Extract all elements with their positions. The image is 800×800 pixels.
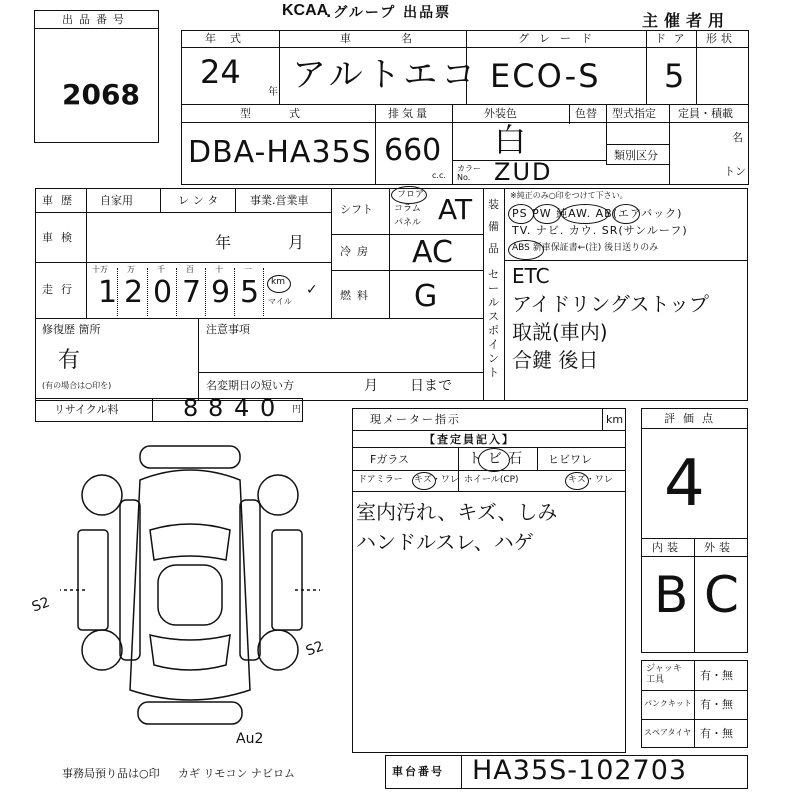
- digit-unit: 一: [244, 265, 252, 274]
- organizer-label: 主催者用: [642, 11, 731, 30]
- color-change-label: 色替: [575, 107, 597, 120]
- ac-label: 冷房: [340, 245, 374, 258]
- puncture-kit-label: パンクキット: [644, 699, 692, 708]
- interior-label: 内装: [652, 541, 682, 554]
- lot-label: 出品番号: [62, 13, 130, 26]
- score-value: 4: [664, 447, 705, 521]
- color-value: 白: [494, 121, 527, 159]
- wheel-kizu-ware: キズ・ワレ: [568, 475, 613, 485]
- capacity-unit-ton: トン: [724, 165, 746, 178]
- year-unit: 年: [268, 87, 278, 98]
- equipment-line1: PS PW 純AW. AB(エアバック): [512, 207, 683, 220]
- type-designation-label: 型式指定: [612, 107, 656, 120]
- km-label: km: [271, 277, 285, 287]
- tobi-ishi-label: トビ石: [468, 451, 528, 467]
- displacement-value: 660: [384, 133, 442, 168]
- grade-label: グレード: [518, 32, 602, 45]
- mirror-kizu-ware: キズ・ワレ: [414, 475, 459, 485]
- mileage-digit: 7: [182, 275, 202, 310]
- displacement-label: 排気量: [388, 107, 430, 120]
- spare-tire-value: 有・無: [700, 727, 733, 740]
- shift-label: シフト: [340, 203, 373, 216]
- color-no-value: ZUD: [494, 158, 553, 186]
- shift-option-floor: フロア: [397, 190, 425, 200]
- mileage-digit: 5: [240, 275, 260, 310]
- rental-option: レンタ: [178, 194, 223, 207]
- pw-circle: [533, 204, 561, 224]
- color-no-label: カラーNo.: [457, 164, 481, 182]
- digit-unit: 十: [215, 265, 223, 274]
- name-label: 車名: [340, 32, 462, 45]
- model-label: 型式: [240, 107, 338, 120]
- mileage-digit: 9: [211, 275, 231, 310]
- jack-label: ジャッキ工具: [646, 664, 682, 685]
- wheel-label: ホイール(CP): [464, 475, 519, 485]
- equipment-line3: ABS 新車保証書←(注) 後日送りのみ: [512, 243, 659, 253]
- grade-value: ECO-S: [490, 57, 601, 95]
- jack-value: 有・無: [700, 669, 733, 682]
- private-use-option: 自家用: [100, 194, 133, 207]
- year-value: 24: [200, 53, 241, 91]
- lot-number: 2068: [62, 78, 140, 111]
- door-label: ドア: [655, 32, 693, 45]
- repair-value: 有: [58, 348, 81, 373]
- tobi-ishi-circle: [478, 448, 510, 472]
- category-label: 類別区分: [614, 149, 658, 162]
- capacity-unit-people: 名: [732, 131, 743, 144]
- capacity-label: 定員・積載: [678, 107, 733, 120]
- year-label: 年式: [205, 32, 255, 45]
- recycle-digit: 8: [208, 394, 224, 422]
- sales-point-item: アイドリングストップ: [512, 292, 709, 316]
- ps-circle: [508, 204, 534, 224]
- mile-label: マイル: [268, 297, 292, 306]
- digit-unit: 千: [157, 265, 165, 274]
- mile-check: ✓: [306, 282, 318, 298]
- ab-circle: [612, 204, 640, 224]
- brand-logo: KCAA: [282, 2, 329, 19]
- damage-mark-right: S2: [303, 638, 326, 660]
- notes-label: 注意事項: [206, 323, 250, 336]
- damage-mark-left: S2: [29, 594, 52, 616]
- inspector-title: 【査定員記入】: [424, 433, 515, 446]
- score-label: 評価点: [664, 412, 721, 425]
- mileage-label: 走行: [42, 283, 80, 296]
- equipment-note: ※純正のみ○印をつけて下さい。: [510, 191, 628, 200]
- hibi-ware-label: ヒビワレ: [548, 453, 592, 466]
- car-name-value: アルトエコ: [292, 55, 480, 95]
- fuel-value: G: [414, 279, 438, 314]
- sales-point-item: ETC: [512, 264, 550, 288]
- f-glass-label: Fガラス: [370, 453, 409, 466]
- repair-label: 修復歴 箇所: [42, 323, 101, 336]
- car-damage-diagram: [30, 440, 330, 770]
- mirror-kizu-circle: [412, 472, 436, 490]
- exterior-value: C: [704, 566, 739, 624]
- inspector-note-1: 室内汚れ、キズ、しみ: [356, 500, 558, 524]
- office-items: カギ リモコン ナビロム: [178, 767, 295, 780]
- group-title: .グループ 出品票: [326, 5, 452, 21]
- color-label: 外装色: [484, 107, 517, 120]
- abs-circle: [508, 240, 544, 260]
- office-note: 事務局預り品は○印: [62, 767, 160, 780]
- inspection-month: 月: [288, 233, 305, 252]
- interior-value: B: [654, 566, 689, 624]
- mileage-digit: 1: [98, 275, 118, 310]
- fuel-label: 燃料: [340, 289, 374, 302]
- shift-value: AT: [438, 193, 473, 226]
- shift-floor-circle: [391, 186, 427, 204]
- chassis-value: HA35S-102703: [472, 755, 688, 786]
- inspector-note-2: ハンドルスレ、ハゲ: [356, 530, 534, 554]
- recycle-digit: 8: [183, 394, 199, 422]
- chassis-label: 車台番号: [392, 765, 444, 778]
- exterior-label: 外装: [704, 541, 734, 554]
- name-change-month: 月: [364, 378, 378, 394]
- wheel-kizu-circle: [565, 472, 589, 490]
- inspection-year: 年: [215, 233, 232, 252]
- mileage-digit: 0: [153, 275, 173, 310]
- model-value: DBA-HA35S: [188, 135, 372, 170]
- recycle-unit: 円: [292, 405, 302, 415]
- equipment-label: 装備品: [488, 198, 499, 255]
- door-value: 5: [664, 57, 685, 95]
- puncture-kit-value: 有・無: [700, 698, 733, 711]
- sales-point-item: 合鍵 後日: [512, 348, 599, 372]
- name-change-day: 日まで: [410, 378, 452, 394]
- recycle-digit: 0: [260, 394, 276, 422]
- recycle-label: リサイクル料: [54, 403, 119, 416]
- cc-unit: c.c.: [432, 171, 446, 180]
- aw-circle: [561, 204, 609, 224]
- ac-value: AC: [412, 235, 453, 270]
- spare-tire-label: スペアタイヤ: [644, 728, 692, 737]
- name-change-label: 名変期日の短い方: [206, 379, 294, 392]
- mileage-digit: 2: [124, 275, 144, 310]
- shift-option-column: コラム: [394, 204, 421, 214]
- lot-box: [34, 10, 159, 143]
- shift-option-panel: パネル: [394, 218, 422, 228]
- digit-unit: 十万: [92, 265, 108, 274]
- repair-note: (有の場合は○印を): [42, 381, 112, 390]
- digit-unit: 万: [127, 265, 135, 274]
- recycle-digit: 4: [234, 394, 250, 422]
- inspection-label: 車検: [42, 231, 80, 244]
- door-mirror-label: ドアミラー: [358, 475, 403, 485]
- sales-point-label: セールスポイント: [488, 268, 499, 379]
- meter-unit: km: [606, 413, 624, 426]
- business-option: 事業.営業車: [250, 194, 309, 207]
- sales-point-item: 取説(車内): [512, 320, 608, 344]
- history-label: 車歴: [42, 194, 80, 207]
- shape-label: 形状: [706, 32, 736, 45]
- meter-label: 現メーター指示: [370, 413, 461, 426]
- damage-mark-rear: Au2: [236, 731, 264, 747]
- equipment-line2: TV. ナビ. カウ. SR(サンルーフ): [512, 224, 688, 237]
- digit-unit: 百: [186, 265, 194, 274]
